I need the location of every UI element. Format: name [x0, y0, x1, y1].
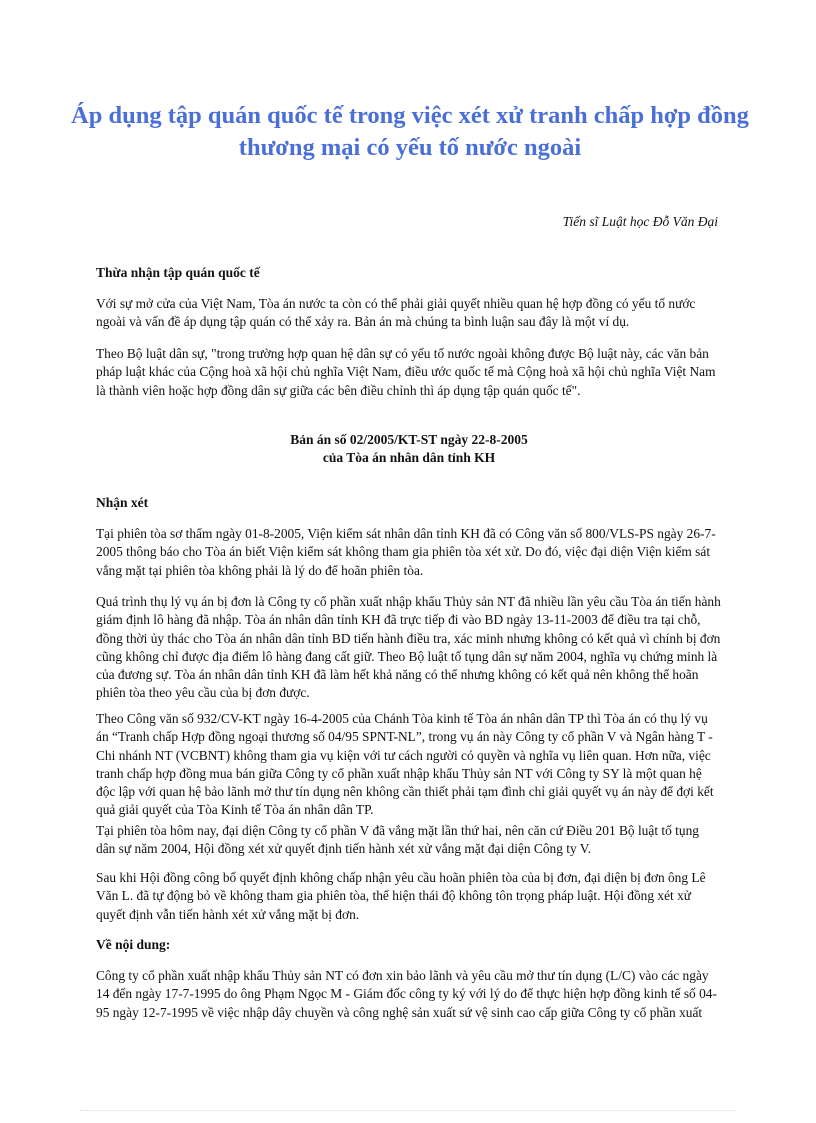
paragraph-line: 14 đến ngày 17-7-1995 do ông Phạm Ngọc M - Giám đốc công ty ký với lý do để thực hiện hợp đồng kinh tế số 04- [96, 986, 717, 1002]
document-title: Áp dụng tập quán quốc tế trong việc xét xử tranh chấp hợp đồng thương mại có yếu tố nước ngoài [71, 102, 749, 161]
paragraph-line: độc lập với quan hệ bảo lãnh mở thư tín dụng nên không cần thiết phải tạm đình chỉ giải quyết vụ án này để đợi kết [96, 784, 714, 800]
paragraph-line: đồng thời ủy thác cho Tòa án nhân dân tỉnh BD tiến hành điều tra, xác minh nhưng không có kết quả vì chính bị đơn [96, 630, 721, 646]
section-heading-recognition: Thừa nhận tập quán quốc tế [96, 265, 260, 280]
paragraph-5 [96, 710, 722, 820]
paragraph-line: 2005 thông báo cho Tòa án biết Viện kiểm sát không tham gia phiên tòa xét xử. Do đó, việc đại diện Viện kiểm sát [96, 544, 711, 560]
paragraph-line: án “Tranh chấp Hợp đồng ngoại thương số 04/95 SPNT-NL”, trong vụ án này Công ty cổ phần V và Ngân hàng T - [96, 729, 713, 745]
paragraph-1 [96, 295, 722, 332]
paragraph-line: Sau khi Hội đồng công bố quyết định không chấp nhận yêu cầu hoãn phiên tòa của bị đơn, đại diện bị đơn ông Lê [96, 870, 706, 885]
paragraph-6 [96, 822, 722, 859]
paragraph-line: Công ty cổ phần xuất nhập khẩu Thủy sản NT có đơn xin bảo lãnh và yêu cầu mở thư tín dụng (L/C) vào các ngày [96, 968, 709, 983]
paragraph-4 [96, 593, 722, 703]
paragraph-line: dân sự năm 2004, Hội đồng xét xử quyết định tiến hành xét xử vắng mặt đại diện Công ty V. [96, 841, 592, 857]
section-heading-remarks: Nhận xét [96, 495, 149, 510]
paragraph-line: phiên tòa theo yêu cầu của bị đơn được. [96, 685, 310, 701]
paragraph-line: ngoài và vấn đề áp dụng tập quán có thể xảy ra. Bản án mà chúng ta bình luận sau đây là một ví dụ. [96, 314, 630, 330]
paragraph-line: Với sự mở cửa của Việt Nam, Tòa án nước ta còn có thể phải giải quyết nhiều quan hệ hợp đồng có yếu tố nước [96, 296, 696, 311]
paragraph-line: Tại phiên tòa hôm nay, đại diện Công ty cổ phần V đã vắng mặt lần thứ hai, nên căn cứ Điều 201 Bộ luật tố tụng [96, 823, 699, 838]
case-title-line-1: Bản án số 02/2005/KT-ST ngày 22-8-2005 [290, 432, 528, 447]
paragraph-line: Chi nhánh NT (VCBNT) không tham gia vụ kiện với tư cách người có quyền và nghĩa vụ liên quan. Hơn nữa, việc [96, 747, 711, 763]
paragraph-line: Quá trình thụ lý vụ án bị đơn là Công ty cổ phần xuất nhập khẩu Thủy sản NT đã nhiều lần yêu cầu Tòa án tiến hành [96, 594, 721, 609]
paragraph-line: Theo Công văn số 932/CV-KT ngày 16-4-2005 của Chánh Tòa kinh tế Tòa án nhân dân TP thì Tòa án có thụ lý vụ [96, 711, 708, 726]
paragraph-7 [96, 869, 722, 924]
paragraph-3 [96, 525, 722, 580]
paragraph-line: của đương sự. Tòa án nhân dân tỉnh KH đã làm hết khả năng có thể nhưng không có kết quả nên không thể hoãn [96, 667, 699, 683]
paragraph-line: cũng không chỉ được địa điểm lô hàng đang cất giữ. Theo Bộ luật tố tụng dân sự năm 2004, nghĩa vụ chứng minh là [96, 648, 718, 664]
paragraph-line: tranh chấp hợp đồng mua bán giữa Công ty cổ phần xuất nhập khẩu Thủy sản NT với Công ty SY là một quan hệ [96, 765, 702, 781]
paragraph-line: vắng mặt tại phiên tòa không phải là lý do để hoãn phiên tòa. [96, 562, 424, 578]
paragraph-2 [96, 345, 722, 400]
paragraph-8 [96, 967, 722, 1022]
paragraph-line: Văn L. đã tự động bỏ về không tham gia phiên tòa, thể hiện thái độ không tôn trọng pháp luật. Hội đồng xét xử [96, 888, 692, 904]
paragraph-line: 95 ngày 12-7-1995 về việc nhập dây chuyền và công nghệ sản xuất sứ vệ sinh cao cấp giữa Công ty cổ phần xuất [96, 1004, 703, 1020]
paragraph-line: Theo Bộ luật dân sự, "trong trường hợp quan hệ dân sự có yếu tố nước ngoài không được Bộ luật này, các văn bản [96, 346, 709, 361]
case-title-line-2: của Tòa án nhân dân tỉnh KH [322, 450, 496, 465]
author-line: Tiến sĩ Luật học Đỗ Văn Đại [562, 214, 718, 229]
paragraph-line: pháp luật khác của Cộng hoà xã hội chủ nghĩa Việt Nam, điều ước quốc tế mà Cộng hoà xã hội chủ nghĩa Việt Nam [96, 364, 716, 380]
paragraph-line: là thành viên hoặc hợp đồng dân sự giữa các bên điều chỉnh thì áp dụng tập quán quốc tế". [96, 382, 581, 398]
paragraph-line: giám định lô hàng đã nhập. Tòa án nhân dân tỉnh KH đã trực tiếp đi vào BD ngày 13-11-2003 để điều tra tại chỗ, [96, 612, 701, 628]
paragraph-line: Tại phiên tòa sơ thẩm ngày 01-8-2005, Viện kiểm sát nhân dân tỉnh KH đã có Công văn số 800/VLS-PS ngày 26-7- [96, 526, 716, 541]
paragraph-line: quyết định vẫn tiến hành xét xử vắng mặt bị đơn. [96, 906, 360, 922]
paragraph-line: quả giải quyết của Tòa Kinh tế Tòa án nhân dân TP. [96, 802, 374, 818]
case-title [96, 431, 722, 467]
page-bottom-rule [80, 1110, 736, 1111]
section-heading-content: Về nội dung: [96, 937, 171, 952]
